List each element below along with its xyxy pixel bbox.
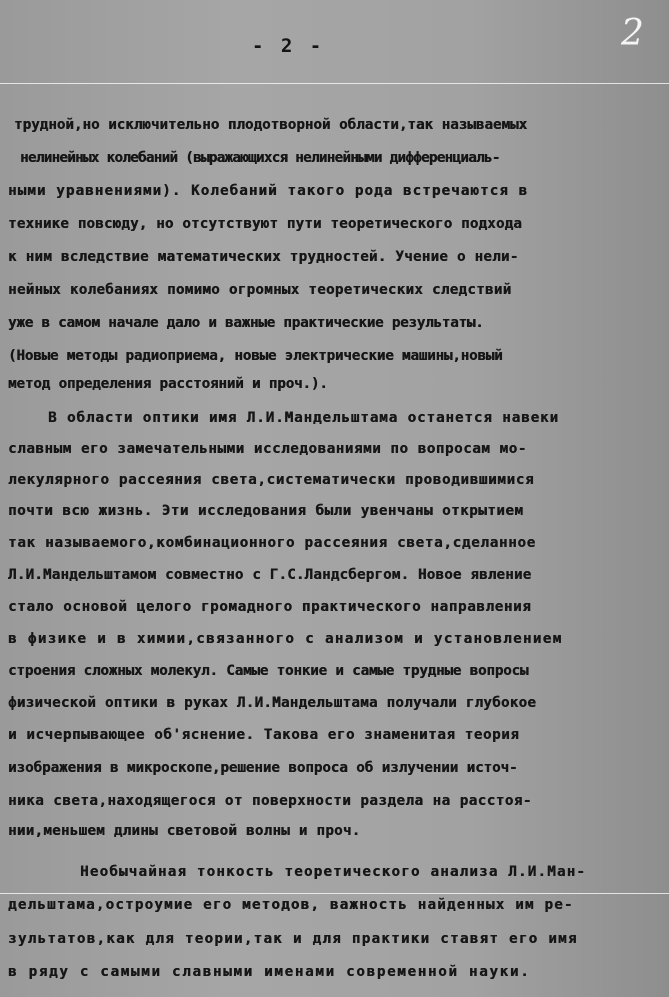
text-line: нейных колебаниях помимо огромных теоретических следствий — [8, 282, 512, 298]
text-line: в ряду с самыми славными именами современной науки. — [8, 964, 531, 980]
text-line: так называемого,комбинационного рассеяния света,сделанное — [8, 535, 536, 551]
handwritten-page-number: 2 — [621, 13, 644, 54]
text-line: физической оптики в руках Л.И.Мандельштама получали глубокое — [8, 695, 537, 711]
text-line: в физике и в химии,связанного с анализом и установлением — [8, 631, 563, 647]
text-line: Необычайная тонкость теоретического анализа Л.И.Ман- — [80, 864, 587, 880]
paper-fold-line — [0, 893, 669, 894]
text-line: лекулярного рассеяния света,систематически проводившимися — [8, 472, 535, 488]
text-line: В области оптики имя Л.И.Мандельштама останется навеки — [48, 410, 559, 426]
text-line: нелинейных колебаний (выражающихся нелинейными дифференциаль- — [20, 150, 500, 166]
text-line: и исчерпывающее об'яснение. Такова его знаменитая теория — [8, 727, 520, 743]
text-line: (Новые методы радиоприема, новые электрические машины,новый — [8, 348, 503, 364]
text-line: почти всю жизнь. Эти исследования были увенчаны открытием — [8, 503, 524, 519]
text-line: к ним вследствие математических трудностей. Учение о нели- — [8, 249, 519, 265]
page-number: - 2 - — [252, 35, 325, 57]
text-line: стало основой целого громадного практического направления — [8, 599, 532, 615]
text-line: нии,меньшем длины световой волны и проч. — [8, 823, 361, 839]
text-line: ника света,находящегося от поверхности раздела на расстоя- — [8, 793, 532, 809]
text-line: дельштама,остроумие его методов, важность найденных им ре- — [8, 897, 574, 913]
text-line: трудной,но исключительно плодотворной области,так называемых — [14, 117, 528, 133]
text-line: славным его замечательными исследованиями по вопросам мо- — [8, 441, 527, 457]
text-line: метод определения расстояний и проч.). — [8, 376, 328, 392]
text-line: ными уравнениями). Колебаний такого рода встречаются в — [8, 183, 529, 199]
text-line: строения сложных молекул. Самые тонкие и самые трудные вопросы — [8, 663, 529, 679]
text-line: технике повсюду, но отсутствуют пути теоретического подхода — [8, 216, 522, 232]
text-line: изображения в микроскопе,решение вопроса об излучении источ- — [8, 760, 518, 776]
text-line: зультатов,как для теории,так и для практики ставят его имя — [8, 931, 578, 947]
paper-fold-line — [0, 83, 669, 84]
text-line: Л.И.Мандельштамом совместно с Г.С.Ландсбергом. Новое явление — [8, 567, 532, 583]
text-line: уже в самом начале дало и важные практические результаты. — [8, 315, 484, 331]
